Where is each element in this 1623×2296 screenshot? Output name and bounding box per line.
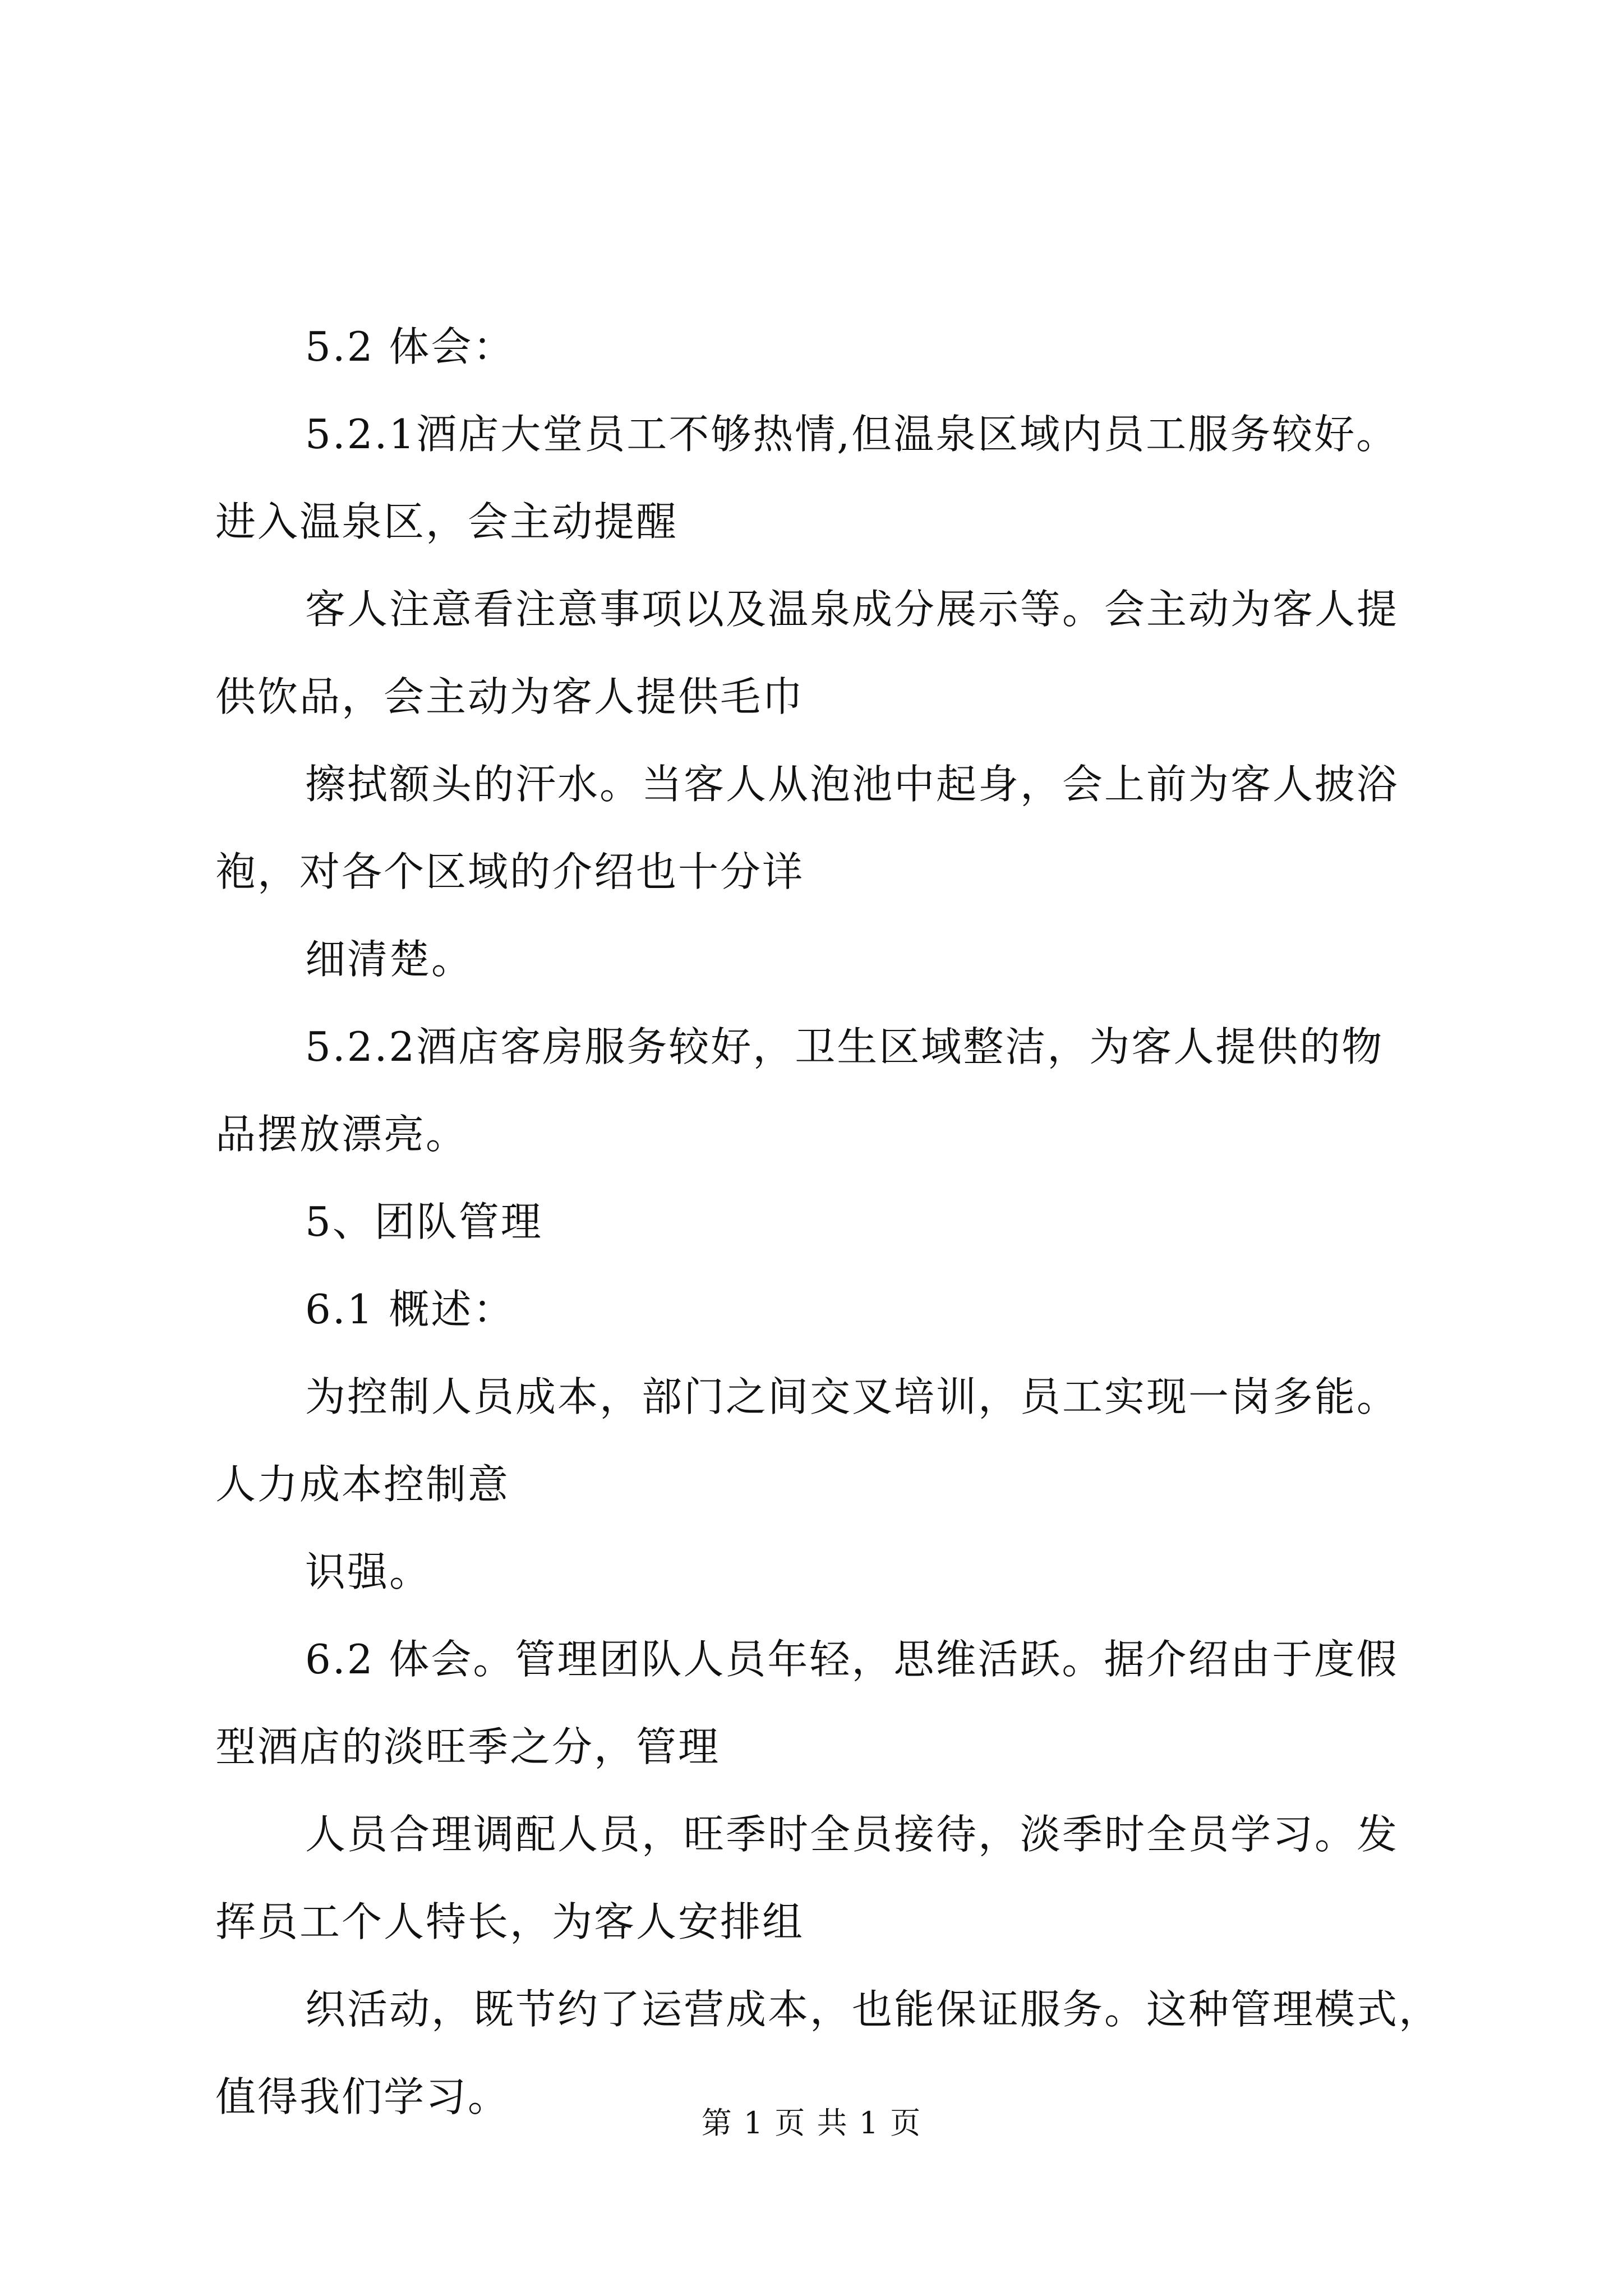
paragraph-5-2-heading: 5.2 体会：	[305, 323, 515, 370]
paragraph-6-2-experience: 6.2 体会。管理团队人员年轻，思维活跃。据介绍由于度假 型酒店的淡旺季之分，管理	[215, 1636, 1399, 1770]
page-number-footer: 第 1 页 共 1 页	[701, 2105, 922, 2141]
paragraph-5-2-2-housekeeping: 5.2.2酒店客房服务较好，卫生区域整洁，为客人提供的物 品摆放漂亮。	[215, 1023, 1384, 1158]
paragraph-awareness: 识强。	[305, 1548, 432, 1595]
paragraph-management-model: 织活动，既节约了运营成本，也能保证服务。这种管理模式， 值得我们学习。	[215, 1986, 1441, 2120]
paragraph-cost-control: 为控制人员成本，部门之间交叉培训，员工实现一岗多能。 人力成本控制意	[215, 1373, 1399, 1508]
paragraph-5-2-1-lobby-staff: 5.2.1酒店大堂员工不够热情,但温泉区域内员工服务较好。 进入温泉区，会主动提醒	[215, 411, 1399, 545]
paragraph-staff-allocation: 人员合理调配人员，旺季时全员接待，淡季时全员学习。发 挥员工个人特长，为客人安排组	[215, 1811, 1399, 1945]
section-heading-team-management: 5、团队管理	[305, 1198, 543, 1245]
document-body	[215, 303, 1441, 2141]
paragraph-towel-service: 擦拭额头的汗水。当客人从泡池中起身，会上前为客人披浴 袍，对各个区域的介绍也十分详	[215, 761, 1399, 895]
paragraph-clear-detail: 细清楚。	[305, 936, 474, 983]
paragraph-guest-reminders: 客人注意看注意事项以及温泉成分展示等。会主动为客人提 供饮品，会主动为客人提供毛巾	[215, 586, 1399, 720]
paragraph-6-1-overview-heading: 6.1 概述：	[305, 1286, 515, 1333]
